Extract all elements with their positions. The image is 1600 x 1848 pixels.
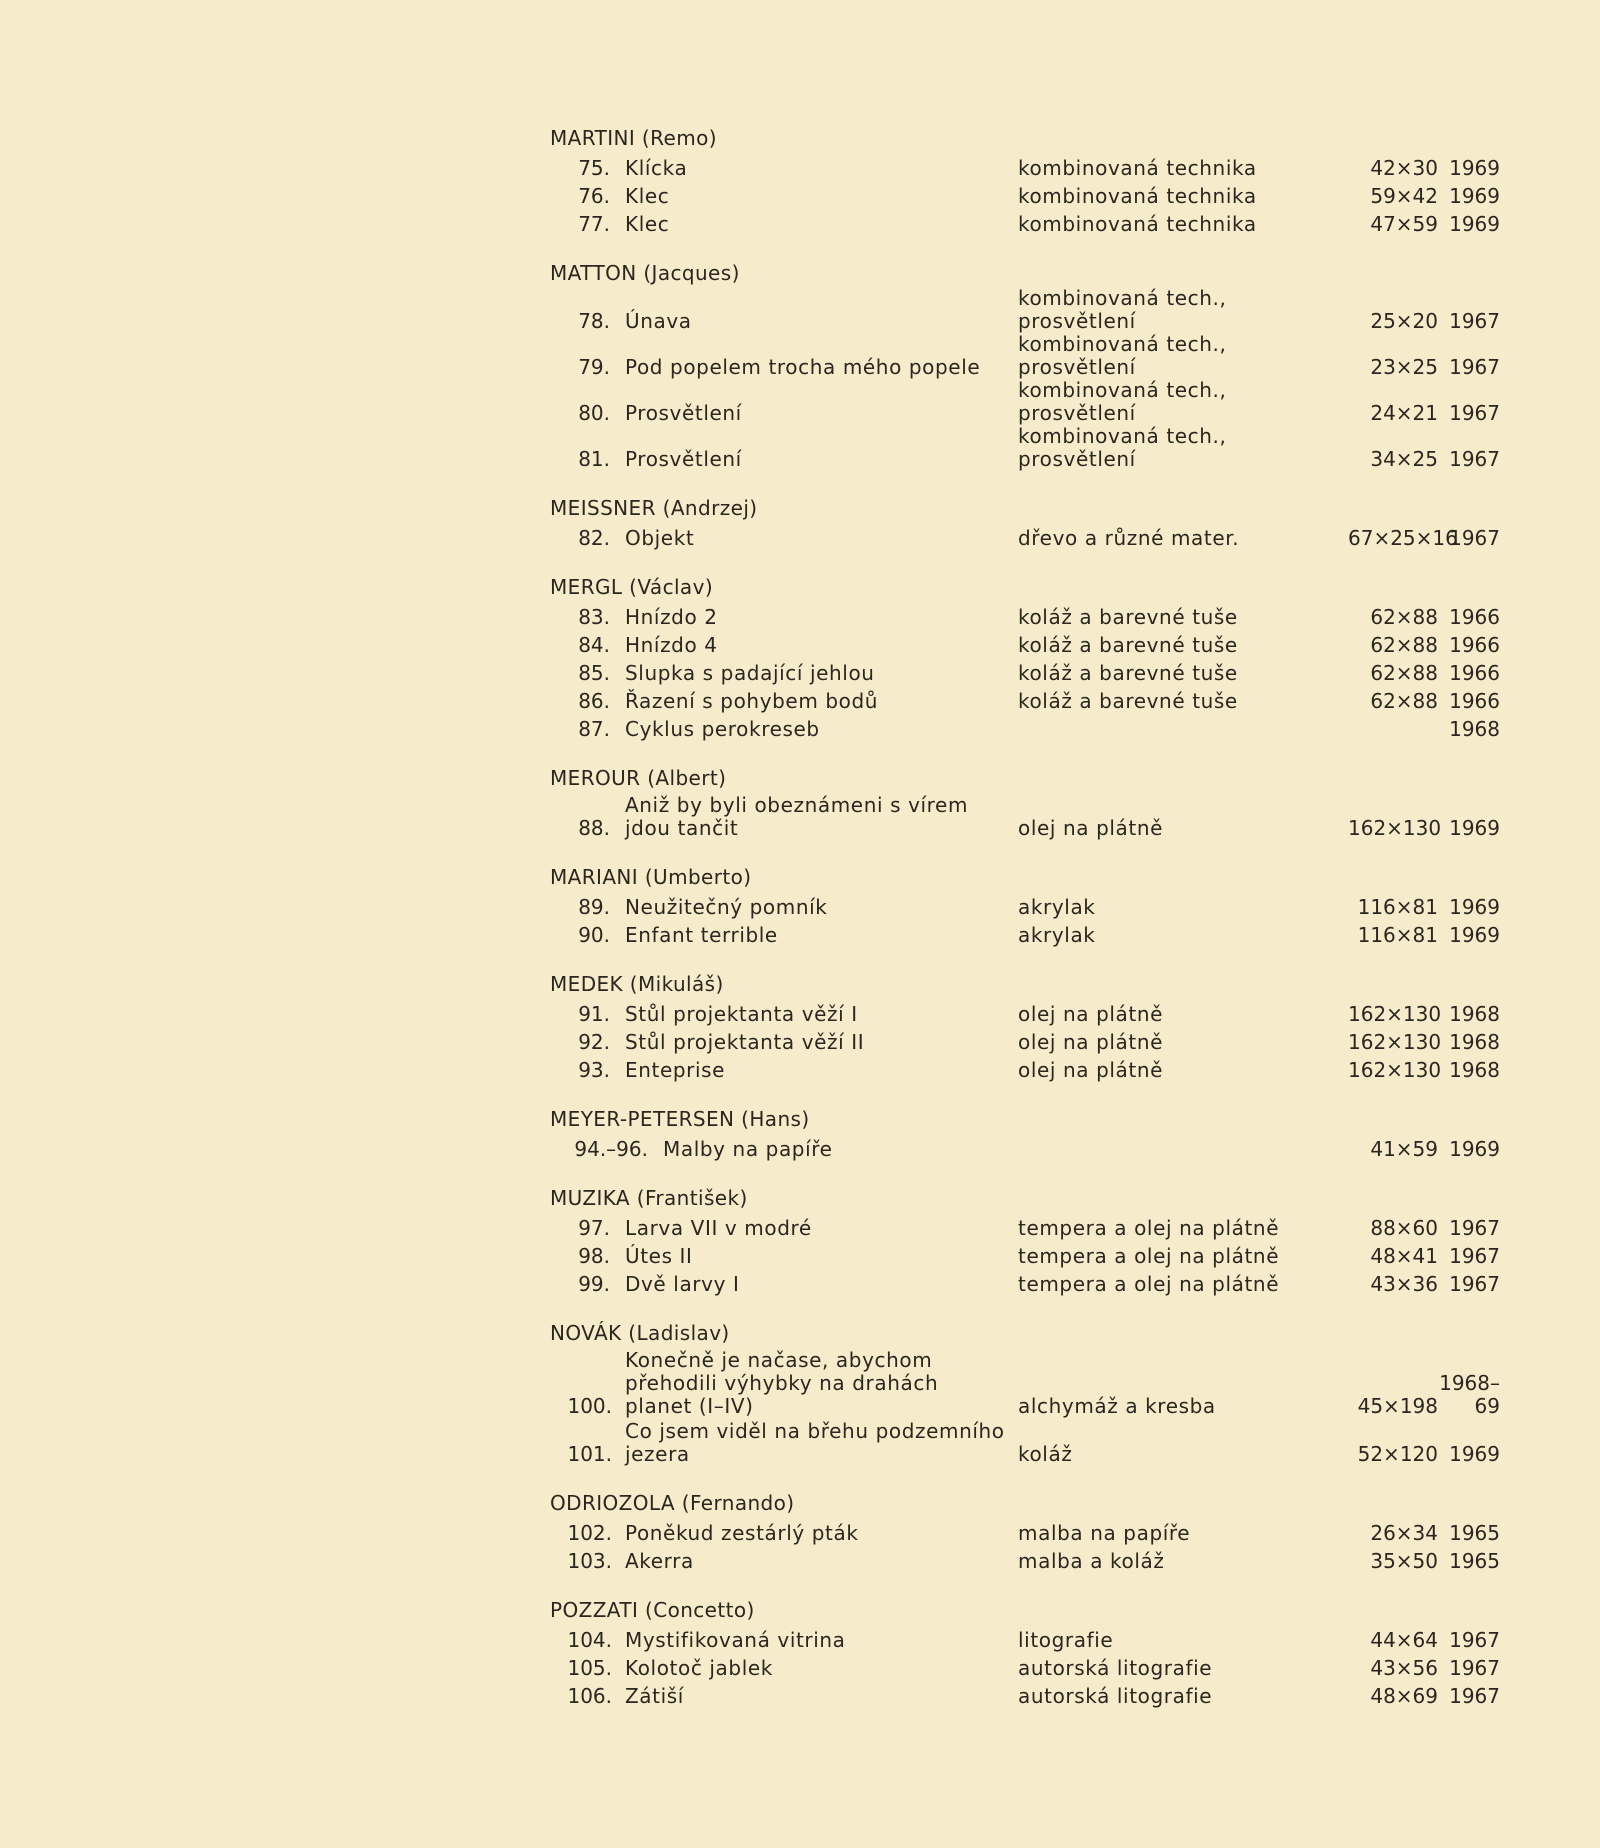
entry-technique: koláž a barevné tuše — [1018, 633, 1238, 657]
catalog-entry — [550, 1517, 1500, 1545]
artist-name: POZZATI (Concetto) — [550, 1598, 755, 1622]
artist-name: MATTON (Jacques) — [550, 261, 740, 285]
artist-name: MEYER-PETERSEN (Hans) — [550, 1107, 810, 1131]
catalog-entry — [550, 601, 1500, 629]
entry-number: 79. — [578, 355, 610, 379]
entry-number: 76. — [578, 184, 610, 208]
entry-size: 48×69 — [1370, 1684, 1438, 1708]
entry-technique: alchymáž a kresba — [1018, 1394, 1216, 1418]
entry-size: 47×59 — [1370, 212, 1438, 236]
catalog-entry — [550, 1133, 1500, 1161]
catalog-entry — [550, 1680, 1500, 1708]
entry-technique: autorská litografie — [1018, 1684, 1213, 1708]
entry-size: 116×81 — [1357, 923, 1438, 947]
catalog-entry — [550, 713, 1500, 741]
entry-title: Objekt — [625, 526, 695, 550]
entry-year: 1966 — [1449, 661, 1500, 685]
entry-size: 59×42 — [1370, 184, 1438, 208]
entry-year: 1967 — [1449, 1244, 1500, 1268]
entry-title: Konečně je načase, abychom přehodili výhybky na drahách planet (I–IV) — [625, 1348, 939, 1418]
artist-section — [550, 1596, 1500, 1708]
artist-section — [550, 1489, 1500, 1573]
catalog-entry — [550, 657, 1500, 685]
entry-technique: kombinovaná tech., prosvětlení — [1018, 424, 1227, 471]
entry-number: 75. — [578, 156, 610, 180]
entry-technique: kombinovaná technika — [1018, 184, 1257, 208]
entry-title: Akerra — [625, 1549, 694, 1573]
entry-year: 1968 — [1449, 1030, 1500, 1054]
entry-technique: akrylak — [1018, 895, 1096, 919]
catalog-entry — [550, 152, 1500, 180]
catalog-entry — [550, 629, 1500, 657]
entry-number: 98. — [578, 1244, 610, 1268]
entry-title: Cyklus perokreseb — [625, 717, 820, 741]
entry-number: 81. — [578, 447, 610, 471]
entry-size: 26×34 — [1370, 1521, 1438, 1545]
catalog-entry — [550, 1624, 1500, 1652]
entry-technique: kombinovaná tech., prosvětlení — [1018, 286, 1227, 333]
entry-number: 87. — [578, 717, 610, 741]
entry-number: 105. — [567, 1656, 612, 1680]
artist-section — [550, 1105, 1500, 1161]
entry-size: 42×30 — [1370, 156, 1438, 180]
entry-year: 1967 — [1449, 1656, 1500, 1680]
entry-technique: koláž a barevné tuše — [1018, 605, 1238, 629]
artist-name: ODRIOZOLA (Fernando) — [550, 1491, 795, 1515]
entry-year: 1967 — [1449, 309, 1500, 333]
catalog-entry — [550, 180, 1500, 208]
artist-name: MEROUR (Albert) — [550, 766, 727, 790]
entry-year: 1967 — [1449, 1684, 1500, 1708]
entry-size: 45×198 — [1357, 1394, 1438, 1418]
catalog-entry — [550, 1347, 1500, 1418]
entry-year: 1969 — [1449, 816, 1500, 840]
entry-year: 1969 — [1449, 923, 1500, 947]
catalog-entry — [550, 1054, 1500, 1082]
artist-name: MUZIKA (František) — [550, 1186, 748, 1210]
catalog-entry — [550, 379, 1500, 425]
entry-technique: kombinovaná technika — [1018, 156, 1257, 180]
catalog-entry — [550, 1268, 1500, 1296]
entry-size: 34×25 — [1370, 447, 1438, 471]
artist-section — [550, 124, 1500, 236]
entry-technique: olej na plátně — [1018, 816, 1164, 840]
entry-size: 62×88 — [1370, 661, 1438, 685]
entry-number: 83. — [578, 605, 610, 629]
entry-year: 1966 — [1449, 633, 1500, 657]
entry-size: 88×60 — [1370, 1216, 1438, 1240]
entry-number: 94.–96. — [574, 1137, 648, 1161]
entry-title: Pod popelem trocha mého popele — [625, 355, 981, 379]
entry-technique: koláž a barevné tuše — [1018, 661, 1238, 685]
entry-title: Poněkud zestárlý pták — [625, 1521, 859, 1545]
entry-title: Slupka s padající jehlou — [625, 661, 875, 685]
entry-title: Řazení s pohybem bodů — [625, 689, 879, 713]
entry-title: Klec — [625, 212, 670, 236]
entry-technique: olej na plátně — [1018, 1002, 1164, 1026]
artist-name: MEISSNER (Andrzej) — [550, 496, 758, 520]
entry-number: 97. — [578, 1216, 610, 1240]
entry-title: Co jsem viděl na břehu podzemního jezera — [625, 1419, 1005, 1466]
catalog-entry — [550, 1212, 1500, 1240]
artist-name: MARIANI (Umberto) — [550, 865, 752, 889]
entry-number: 89. — [578, 895, 610, 919]
artist-section — [550, 863, 1500, 947]
entry-technique: olej na plátně — [1018, 1030, 1164, 1054]
artist-section — [550, 764, 1500, 840]
artist-name: MEDEK (Mikuláš) — [550, 972, 724, 996]
entry-year: 1969 — [1449, 895, 1500, 919]
catalog-entry — [550, 1652, 1500, 1680]
entry-number: 77. — [578, 212, 610, 236]
entry-title: Hnízdo 2 — [625, 605, 718, 629]
entry-title: Prosvětlení — [625, 447, 742, 471]
entry-technique: koláž — [1018, 1442, 1073, 1466]
catalog-entry — [550, 522, 1500, 550]
entry-technique: kombinovaná tech., prosvětlení — [1018, 378, 1227, 425]
entry-year: 1969 — [1449, 156, 1500, 180]
entry-technique: tempera a olej na plátně — [1018, 1244, 1280, 1268]
entry-year: 1967 — [1449, 526, 1500, 550]
entry-title: Stůl projektanta věží II — [625, 1030, 865, 1054]
entry-technique: litografie — [1018, 1628, 1114, 1652]
entry-year: 1967 — [1449, 1216, 1500, 1240]
entry-technique: autorská litografie — [1018, 1656, 1213, 1680]
entry-size: 35×50 — [1370, 1549, 1438, 1573]
entry-size: 25×20 — [1370, 309, 1438, 333]
catalog-list — [550, 124, 1500, 1731]
entry-size: 67×25×16 — [1348, 526, 1458, 550]
entry-size: 162×130 — [1348, 1058, 1442, 1082]
catalog-entry — [550, 287, 1500, 333]
artist-name: MARTINI (Remo) — [550, 126, 717, 150]
entry-year: 1969 — [1449, 1442, 1500, 1466]
entry-size: 41×59 — [1370, 1137, 1438, 1161]
catalog-entry — [550, 425, 1500, 471]
artist-name: MERGL (Václav) — [550, 575, 714, 599]
entry-technique: koláž a barevné tuše — [1018, 689, 1238, 713]
entry-number: 93. — [578, 1058, 610, 1082]
entry-technique: kombinovaná tech., prosvětlení — [1018, 332, 1227, 379]
entry-size: 43×56 — [1370, 1656, 1438, 1680]
entry-size: 162×130 — [1348, 816, 1442, 840]
entry-year: 1969 — [1449, 212, 1500, 236]
entry-year: 1968 — [1449, 717, 1500, 741]
artist-section — [550, 494, 1500, 550]
entry-title: Hnízdo 4 — [625, 633, 718, 657]
entry-number: 92. — [578, 1030, 610, 1054]
entry-title: Kolotoč jablek — [625, 1656, 773, 1680]
entry-number: 80. — [578, 401, 610, 425]
entry-number: 82. — [578, 526, 610, 550]
entry-year: 1969 — [1449, 184, 1500, 208]
entry-number: 86. — [578, 689, 610, 713]
entry-year: 1966 — [1449, 605, 1500, 629]
entry-size: 44×64 — [1370, 1628, 1438, 1652]
entry-number: 106. — [567, 1684, 612, 1708]
entry-number: 101. — [567, 1442, 612, 1466]
entry-year: 1967 — [1449, 1628, 1500, 1652]
artist-section — [550, 970, 1500, 1082]
entry-title: Mystifikovaná vitrina — [625, 1628, 846, 1652]
entry-year: 1968 — [1449, 1058, 1500, 1082]
entry-size: 24×21 — [1370, 401, 1438, 425]
entry-title: Stůl projektanta věží I — [625, 1002, 858, 1026]
entry-title: Prosvětlení — [625, 401, 742, 425]
catalog-entry — [550, 1418, 1500, 1466]
entry-technique: tempera a olej na plátně — [1018, 1216, 1280, 1240]
catalog-entry — [550, 998, 1500, 1026]
catalog-entry — [550, 685, 1500, 713]
catalog-entry — [550, 792, 1500, 840]
entry-title: Dvě larvy I — [625, 1272, 740, 1296]
entry-number: 91. — [578, 1002, 610, 1026]
entry-title: Larva VII v modré — [625, 1216, 812, 1240]
entry-number: 84. — [578, 633, 610, 657]
entry-year: 1967 — [1449, 1272, 1500, 1296]
artist-section — [550, 259, 1500, 471]
entry-technique: dřevo a různé mater. — [1018, 526, 1240, 550]
entry-number: 85. — [578, 661, 610, 685]
entry-year: 1968–69 — [1439, 1371, 1500, 1418]
entry-technique: tempera a olej na plátně — [1018, 1272, 1280, 1296]
entry-year: 1966 — [1449, 689, 1500, 713]
entry-year: 1967 — [1449, 447, 1500, 471]
entry-year: 1967 — [1449, 401, 1500, 425]
entry-title: Aniž by byli obeznámeni s vírem jdou tančit — [625, 793, 969, 840]
artist-section — [550, 573, 1500, 741]
entry-size: 162×130 — [1348, 1002, 1442, 1026]
artist-section — [550, 1319, 1500, 1466]
entry-technique: malba na papíře — [1018, 1521, 1191, 1545]
entry-number: 103. — [567, 1549, 612, 1573]
entry-number: 104. — [567, 1628, 612, 1652]
entry-number: 100. — [567, 1394, 612, 1418]
entry-size: 116×81 — [1357, 895, 1438, 919]
entry-size: 62×88 — [1370, 633, 1438, 657]
entry-title: Enfant terrible — [625, 923, 778, 947]
catalog-entry — [550, 208, 1500, 236]
entry-size: 43×36 — [1370, 1272, 1438, 1296]
entry-title: Útes II — [625, 1244, 693, 1268]
entry-size: 52×120 — [1357, 1442, 1438, 1466]
entry-number: 99. — [578, 1272, 610, 1296]
entry-year: 1967 — [1449, 355, 1500, 379]
entry-number: 78. — [578, 309, 610, 333]
entry-title: Zátiší — [625, 1684, 684, 1708]
catalog-entry — [550, 1240, 1500, 1268]
artist-section — [550, 1184, 1500, 1296]
entry-number: 88. — [578, 816, 610, 840]
entry-technique: olej na plátně — [1018, 1058, 1164, 1082]
entry-year: 1965 — [1449, 1521, 1500, 1545]
entry-size: 162×130 — [1348, 1030, 1442, 1054]
entry-number: 90. — [578, 923, 610, 947]
entry-technique: akrylak — [1018, 923, 1096, 947]
catalog-entry — [550, 919, 1500, 947]
entry-title: Klícka — [625, 156, 688, 180]
entry-year: 1969 — [1449, 1137, 1500, 1161]
entry-technique: kombinovaná technika — [1018, 212, 1257, 236]
entry-size: 23×25 — [1370, 355, 1438, 379]
entry-size: 62×88 — [1370, 689, 1438, 713]
entry-technique: malba a koláž — [1018, 1549, 1165, 1573]
entry-title: Klec — [625, 184, 670, 208]
catalog-entry — [550, 333, 1500, 379]
catalog-entry — [550, 1026, 1500, 1054]
entry-title: Enteprise — [625, 1058, 726, 1082]
entry-year: 1968 — [1449, 1002, 1500, 1026]
catalog-entry — [550, 891, 1500, 919]
entry-size: 48×41 — [1370, 1244, 1438, 1268]
entry-year: 1965 — [1449, 1549, 1500, 1573]
entry-title: Únava — [625, 309, 692, 333]
entry-title: Neužitečný pomník — [625, 895, 828, 919]
entry-title: Malby na papíře — [663, 1137, 833, 1161]
artist-name: NOVÁK (Ladislav) — [550, 1321, 730, 1345]
entry-size: 62×88 — [1370, 605, 1438, 629]
catalog-entry — [550, 1545, 1500, 1573]
entry-number: 102. — [567, 1521, 612, 1545]
